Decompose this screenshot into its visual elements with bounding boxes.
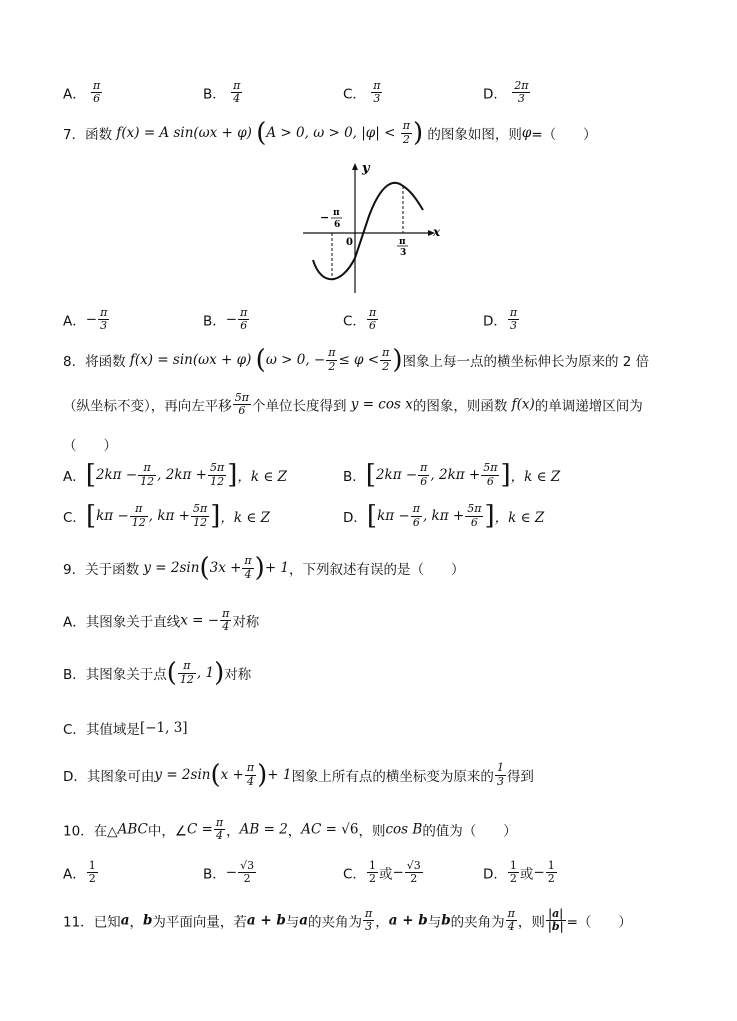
sign: −	[392, 864, 404, 881]
frac-num: π	[130, 503, 148, 516]
frac-den: 6	[240, 319, 248, 333]
q8-option-d	[343, 503, 544, 529]
formula: + 1	[267, 767, 292, 783]
frac-den: 12	[179, 672, 194, 686]
option-text: 对称	[224, 667, 252, 683]
paren-close: )	[412, 118, 424, 148]
stem-text: 的夹角为	[308, 914, 363, 931]
frac-den: 4	[246, 774, 254, 788]
condition: ≤ φ <	[338, 352, 380, 368]
frac-num: π	[222, 607, 230, 620]
stem-text: 中，∠	[147, 823, 187, 840]
function-graph	[295, 158, 445, 298]
stem-text: 的夹角为	[450, 914, 505, 931]
frac-num: 1	[496, 761, 504, 775]
sine-curve	[313, 183, 423, 279]
triangle-name: ABC	[117, 821, 148, 838]
frac-den: 3	[517, 92, 525, 106]
vector-a: a	[120, 912, 130, 929]
frac-num: π	[93, 79, 101, 92]
condition: ω > 0, −	[265, 352, 326, 368]
option-letter: D．	[483, 86, 507, 103]
option-letter: D．	[343, 510, 367, 526]
stem-text: 函数	[85, 127, 113, 143]
q7-stem	[63, 120, 597, 146]
stem-text: ，则	[517, 914, 545, 931]
stem-text: 在△	[93, 823, 118, 840]
frac-num: 2π	[514, 79, 529, 92]
stem-text: 已知	[93, 914, 121, 931]
formula: f(x) = A sin(ωx + φ)	[116, 125, 252, 141]
stem-text: 为平面向量，若	[152, 914, 247, 931]
frac-den: 2	[243, 872, 251, 886]
frac-den: 12	[140, 474, 155, 488]
k-condition: ，k ∈ Z	[220, 510, 271, 526]
formula: 3x +	[209, 560, 242, 576]
formula: [−1, 3]	[139, 720, 188, 736]
option-letter: C．	[63, 722, 86, 738]
stem-text: ，	[129, 914, 143, 931]
frac-den: 4	[222, 620, 230, 634]
stem-text: ，	[375, 914, 389, 931]
bracket-open: [	[366, 501, 378, 531]
stem-text: 的单调递增区间为	[534, 398, 643, 415]
q10-option-d	[483, 860, 558, 885]
formula: cos B	[385, 821, 423, 838]
frac-num: π	[100, 306, 108, 319]
frac-den: 3	[100, 319, 108, 333]
q6-option-c	[343, 80, 383, 105]
paren-close: )	[214, 658, 225, 688]
vector-sum: a + b	[246, 912, 286, 929]
stem-text: ，则	[358, 823, 386, 840]
q7-option-d	[483, 307, 520, 332]
frac-den: 6	[369, 319, 377, 333]
sign: −	[85, 311, 98, 328]
formula: x +	[220, 767, 244, 783]
frac-num: π	[382, 346, 390, 360]
q8-option-c	[63, 503, 270, 529]
frac-den: 2	[509, 872, 517, 886]
option-text: 其值域是	[85, 722, 140, 738]
stem-text: 与	[285, 914, 300, 931]
frac-den: 3	[373, 92, 381, 106]
frac-num: π	[178, 660, 196, 673]
question-number: 10．	[63, 823, 94, 840]
neg-pi-den: 6	[334, 220, 341, 230]
formula: AC =	[301, 821, 342, 838]
q8-option-a	[63, 462, 287, 488]
interval-right: , kπ +	[148, 508, 190, 524]
frac-num: π	[507, 907, 515, 920]
formula: y = 2sin	[143, 560, 200, 576]
frac-num: 1	[509, 859, 517, 872]
frac-den: |b|	[547, 920, 564, 934]
frac-num: 5π	[467, 502, 482, 516]
option-letter: C．	[343, 866, 366, 883]
paren-close: )	[257, 760, 268, 790]
option-letter: B．	[203, 86, 226, 103]
paren-close: )	[254, 553, 265, 583]
x-axis-label: x	[433, 225, 441, 239]
interval-right: , kπ +	[422, 508, 465, 524]
frac-num: π	[373, 79, 381, 92]
paren-open: (	[199, 553, 210, 583]
frac-den: 12	[131, 515, 146, 529]
option-text: 得到	[506, 769, 534, 785]
k-condition: ，k ∈ Z	[494, 510, 545, 526]
option-letter: A．	[63, 866, 86, 883]
formula: , 1	[196, 665, 215, 681]
paren-open: (	[255, 345, 266, 375]
phi-symbol: φ	[521, 125, 532, 141]
interval-left: kπ −	[377, 508, 410, 524]
interval-left: kπ −	[96, 508, 129, 524]
frac-den: 6	[412, 515, 420, 529]
formula: f(x)	[511, 396, 535, 413]
frac-num: √3	[406, 859, 421, 872]
q6-option-a	[63, 80, 103, 105]
option-letter: B．	[203, 313, 226, 330]
question-number: 11．	[63, 914, 94, 931]
stem-text: 的图象如图，则	[427, 127, 522, 143]
q7-option-b	[203, 307, 250, 332]
frac-den: 12	[193, 515, 208, 529]
frac-num: 1	[88, 859, 96, 872]
option-letter: C．	[343, 86, 366, 103]
frac-den: 6	[420, 474, 428, 488]
pos-pi-den: 3	[400, 248, 407, 258]
option-letter: B．	[343, 469, 366, 485]
frac-den: 3	[510, 319, 518, 333]
stem-text: ，	[287, 823, 302, 840]
q8-stem-line2	[63, 392, 643, 417]
q10-option-c	[343, 860, 424, 885]
formula: y = 2sin	[154, 767, 211, 783]
q10-option-b	[203, 860, 257, 885]
vector-b: b	[142, 912, 153, 929]
formula: f(x) = sin(ωx + φ)	[129, 352, 252, 368]
stem-text: =（ ）	[566, 914, 632, 931]
stem-text: ，下列叙述有误的是（ ）	[289, 562, 465, 578]
q7-option-c	[343, 307, 379, 332]
frac-num: π	[412, 502, 420, 516]
q9-option-a	[63, 608, 259, 633]
vector-sum: a + b	[388, 912, 428, 929]
option-text: 其图象可由	[86, 769, 155, 785]
interval-right: , 2kπ +	[430, 467, 481, 483]
bracket-close: ]	[484, 501, 495, 531]
frac-num: 5π	[234, 391, 249, 404]
formula: x = −	[180, 612, 220, 629]
stem-text: 图象上每一点的横坐标伸长为原来的 2 倍	[402, 354, 650, 370]
option-letter: A．	[63, 614, 86, 631]
option-text: 图象上所有点的横坐标变为原来的	[291, 769, 494, 785]
q9-stem	[63, 555, 465, 581]
q9-option-b	[63, 660, 251, 686]
stem-text: ，	[226, 823, 240, 840]
frac-den: 6	[93, 92, 101, 106]
frac-num: π	[328, 346, 336, 360]
paren-open: (	[256, 118, 267, 148]
q10-option-a	[63, 860, 99, 885]
formula: + 1	[264, 560, 290, 576]
q7-option-a	[63, 307, 110, 332]
frac-den: 2	[402, 132, 410, 146]
frac-num: π	[402, 119, 410, 133]
bracket-close: ]	[210, 501, 221, 531]
q11-stem	[63, 908, 632, 933]
frac-num: π	[365, 907, 373, 920]
frac-num: π	[244, 554, 252, 568]
option-letter: A．	[63, 86, 86, 103]
option-letter: A．	[63, 313, 86, 330]
stem-text: 与	[427, 914, 442, 931]
option-text: 其图象关于点	[85, 667, 167, 683]
frac-den: 6	[486, 474, 494, 488]
frac-den: 4	[216, 829, 223, 843]
vector-b: b	[441, 912, 451, 929]
k-condition: ，k ∈ Z	[510, 469, 561, 485]
stem-text: 的图象，则函数	[412, 398, 508, 415]
frac-den: 2	[88, 872, 96, 886]
formula: y = cos x	[350, 396, 413, 413]
frac-num: |a|	[546, 908, 566, 921]
bracket-open: [	[365, 460, 376, 490]
frac-den: 6	[238, 404, 246, 418]
neg-pi-num: π	[333, 208, 340, 218]
frac-num: 1	[368, 859, 376, 872]
q9-option-c	[63, 718, 188, 738]
option-letter: B．	[203, 866, 226, 883]
interval-left: 2kπ −	[375, 467, 418, 483]
frac-den: 3	[365, 920, 373, 934]
angle-name: C	[186, 821, 198, 838]
origin-label: 0	[346, 237, 353, 248]
paren-close: )	[392, 345, 403, 375]
condition: A > 0, ω > 0, |φ| <	[266, 125, 396, 141]
y-axis-arrow	[352, 163, 358, 170]
k-condition: ，k ∈ Z	[237, 469, 288, 485]
frac-num: π	[509, 306, 518, 319]
frac-num: π	[240, 306, 248, 319]
option-letter: A．	[63, 469, 86, 485]
frac-den: 4	[244, 567, 252, 581]
sign: −	[225, 311, 238, 328]
frac-den: 2	[547, 872, 555, 886]
bracket-open: [	[85, 460, 96, 490]
interval-left: 2kπ −	[95, 467, 138, 483]
q6-option-b	[203, 80, 243, 105]
sign: −	[533, 864, 545, 881]
frac-den: 2	[382, 359, 390, 373]
frac-num: 5π	[193, 502, 208, 516]
equals: =	[197, 821, 213, 838]
question-number: 9．	[63, 562, 86, 578]
option-letter: D．	[63, 769, 87, 785]
stem-text: （纵坐标不变），再向左平移	[63, 398, 232, 415]
option-letter: C．	[343, 313, 366, 330]
stem-text: 个单位长度得到	[251, 398, 347, 415]
frac-den: 2	[368, 872, 376, 886]
frac-den: 4	[233, 92, 241, 106]
sqrt-value: √6	[341, 821, 359, 838]
frac-num: π	[368, 306, 377, 319]
q8-stem-line1	[63, 347, 649, 373]
stem-text: 关于函数	[85, 562, 140, 578]
or-text: 或	[378, 866, 393, 883]
paren-open: (	[166, 658, 177, 688]
frac-den: 12	[210, 474, 225, 488]
answer-paren: =（ ）	[531, 127, 597, 143]
option-letter: C．	[63, 510, 86, 526]
q6-option-d	[483, 80, 531, 105]
frac-num: 5π	[483, 461, 498, 475]
stem-text: 将函数	[85, 354, 126, 370]
frac-den: 4	[507, 920, 515, 934]
q10-stem	[63, 817, 517, 842]
bracket-open: [	[85, 501, 97, 531]
y-axis-label: y	[362, 161, 370, 176]
question-number: 8．	[63, 354, 86, 370]
frac-num: 5π	[209, 461, 225, 475]
frac-num: √3	[240, 859, 255, 872]
bracket-close: ]	[500, 460, 511, 490]
option-letter: D．	[483, 313, 507, 330]
neg-sign: −	[320, 211, 330, 224]
paren-open: (	[210, 760, 221, 790]
vector-a: a	[299, 912, 309, 929]
option-letter: B．	[63, 667, 86, 683]
frac-num: π	[246, 761, 255, 775]
or-text: 或	[519, 866, 534, 883]
q9-option-d	[63, 762, 534, 788]
q8-answer-paren: （ ）	[63, 438, 117, 454]
frac-num: π	[233, 79, 241, 92]
frac-den: 2	[410, 872, 418, 886]
option-letter: D．	[483, 866, 507, 883]
frac-den: 6	[470, 515, 478, 529]
frac-num: π	[420, 461, 428, 475]
pos-pi-num: π	[399, 237, 406, 247]
frac-num: π	[138, 462, 156, 475]
stem-text: 的值为（ ）	[422, 823, 517, 840]
option-text: 其图象关于直线	[85, 614, 181, 631]
interval-right: , 2kπ +	[157, 467, 207, 483]
q8-option-b	[343, 462, 560, 488]
sign: −	[225, 864, 238, 881]
question-number: 7．	[63, 127, 86, 143]
frac-den: 2	[328, 359, 336, 373]
bracket-close: ]	[227, 460, 238, 490]
frac-num: 1	[547, 859, 555, 872]
option-text: 对称	[232, 614, 260, 631]
frac-num: π	[215, 816, 224, 829]
frac-den: 3	[496, 774, 504, 788]
formula: AB = 2	[239, 821, 288, 838]
